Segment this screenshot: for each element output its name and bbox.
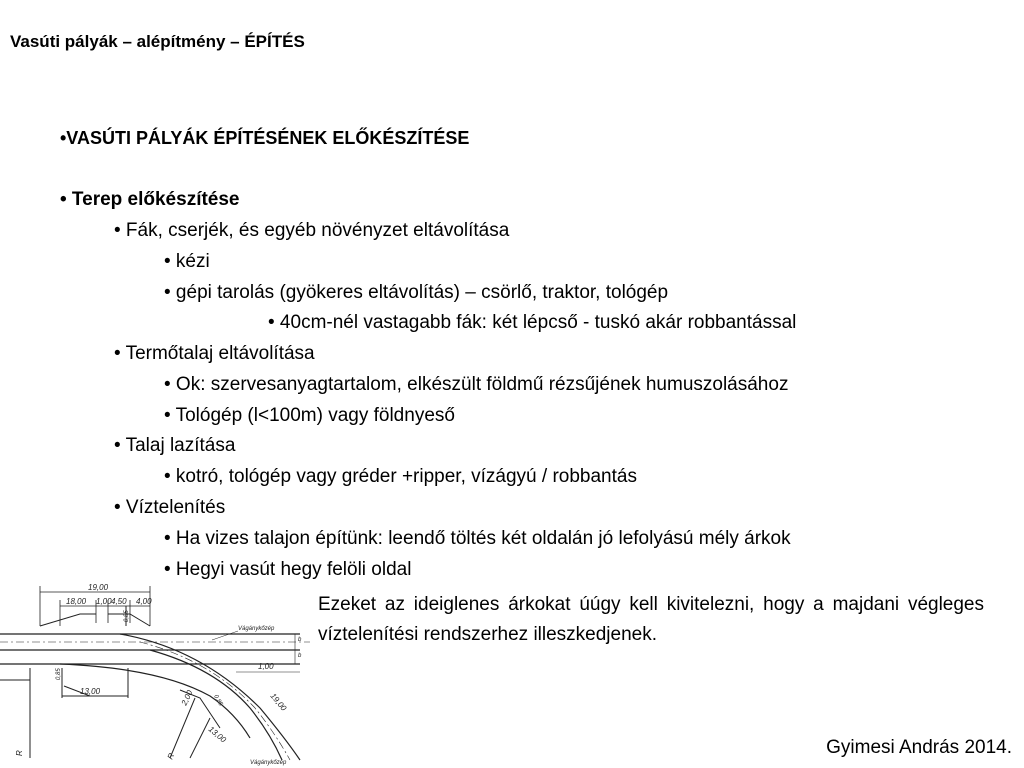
bullet-kotro: • kotró, tológép vagy gréder +ripper, vízágyú / robbantás	[164, 466, 637, 487]
railway-turnout-diagram	[0, 578, 320, 768]
slide-title: Vasúti pályák – alépítmény – ÉPÍTÉS	[10, 32, 305, 51]
label-b-2: b	[298, 653, 302, 659]
dimension-labels-top	[66, 583, 152, 606]
dim-13-b: 13,00	[206, 724, 228, 745]
bullet-kezi: • kézi	[164, 251, 210, 272]
dim-13-a: 13,00	[80, 687, 101, 696]
label-b-1: b	[298, 637, 302, 643]
dim-19-top: 19,00	[88, 583, 109, 592]
bullet-hegyi-vasut: • Hegyi vasút hegy felöli oldal	[164, 559, 412, 580]
bullet-fak: • Fák, cserjék, és egyéb növényzet eltávolítása	[114, 220, 510, 241]
dim-1-b: 1,00	[258, 662, 274, 671]
dim-085-a: 0,85	[124, 610, 130, 622]
label-r-1: R	[15, 750, 24, 756]
bullet-talaj-lazitasa: • Talaj lazítása	[114, 435, 236, 456]
bullet-tologep: • Tológép (l<100m) vagy földnyeső	[164, 405, 455, 426]
label-vaganykozep-bottom: Vágánykőzép	[250, 760, 287, 766]
author-credit: Gyimesi András 2014.	[826, 737, 1012, 758]
dim-450: 4,50	[111, 597, 127, 606]
label-r-2: R	[165, 751, 177, 761]
bullet-vizes-talajon: • Ha vizes talajon építünk: leendő töltés két oldalán jó lefolyású mély árkok	[164, 528, 791, 549]
bullet-40cm: • 40cm-nél vastagabb fák: két lépcső - tuskó akár robbantással	[268, 312, 797, 333]
section-heading: •VASÚTI PÁLYÁK ÉPÍTÉSÉNEK ELŐKÉSZÍTÉSE	[60, 128, 470, 148]
dim-1-a: 1,00	[96, 597, 112, 606]
bullet-ok: • Ok: szervesanyagtartalom, elkészült földmű rézsűjének humuszolásához	[164, 374, 789, 395]
label-vaganykozep-top: Vágánykőzép	[238, 626, 275, 632]
dim-2: 2,00	[179, 688, 195, 707]
paragraph-arkok: Ezeket az ideiglenes árkokat úúgy kell kivitelezni, hogy a majdani végleges víztelenítési rendszerhez illeszkedjenek.	[318, 594, 984, 645]
bullet-viztelenites: • Víztelenítés	[114, 497, 226, 518]
bullet-terep: • Terep előkészítése	[60, 189, 240, 210]
dim-18: 18,00	[66, 597, 87, 606]
bullet-gepi-tarolas: • gépi tarolás (gyökeres eltávolítás) – csörlő, traktor, tológép	[164, 282, 669, 303]
bullet-termotalaj: • Termőtalaj eltávolítása	[114, 343, 315, 364]
dim-085-c: 0,85	[212, 694, 224, 708]
dim-400: 4,00	[136, 597, 152, 606]
dim-085-b: 0,85	[56, 668, 62, 680]
dim-19-b: 19,00	[268, 691, 289, 713]
